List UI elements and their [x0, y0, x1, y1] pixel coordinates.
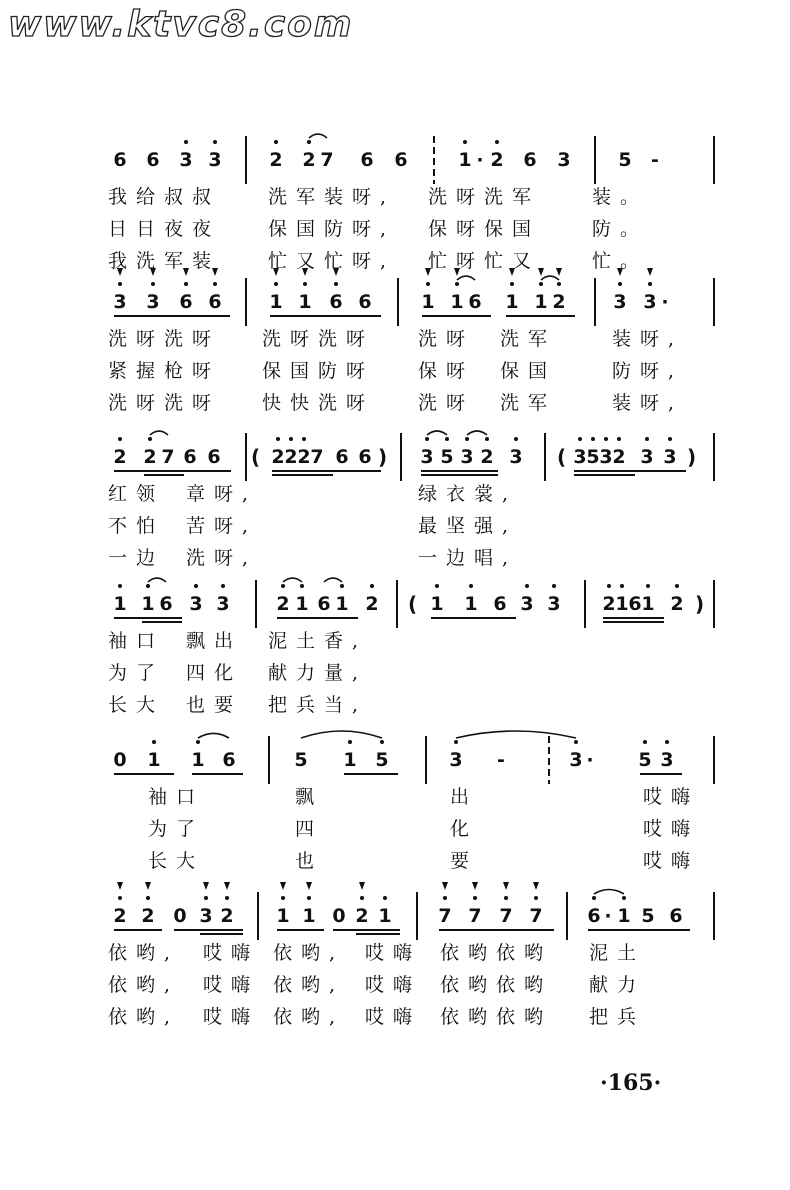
lyric-text: 一边 — [108, 547, 165, 569]
lyric-text: 洗呀洗呀 — [108, 328, 221, 350]
note: 1 — [464, 593, 478, 615]
note: 1 — [276, 905, 290, 927]
note: 3 — [557, 149, 571, 171]
slur — [148, 578, 166, 582]
note: 3 — [199, 905, 213, 927]
watermark: www.ktvc8.com — [8, 4, 354, 45]
note: 7 — [161, 446, 175, 468]
dash-extension: - — [497, 749, 505, 771]
slur — [309, 134, 327, 138]
lyric-text: 依哟, — [273, 942, 345, 964]
lyric-text: 依哟, — [108, 1006, 180, 1028]
augmentation-dot: · — [586, 749, 594, 771]
note: 2 — [602, 593, 616, 615]
note: 6 — [146, 149, 160, 171]
lyric-text: 洗呀洗呀 — [262, 328, 375, 350]
note: 2 — [113, 905, 127, 927]
note: 3 — [573, 446, 587, 468]
note: 5 — [618, 149, 632, 171]
lyric-text: 出 — [450, 786, 479, 808]
note: 3 — [449, 749, 463, 771]
note: 5 — [294, 749, 308, 771]
note: 1 — [421, 291, 435, 313]
lyric-text: 最坚强, — [418, 515, 518, 537]
lyric-text: 忙又忙呀, — [268, 250, 396, 272]
note: 2 — [220, 905, 234, 927]
lyric-text: 依哟, — [108, 974, 180, 996]
lyric-text: 哎嗨 — [643, 818, 700, 840]
note: 3 — [460, 446, 474, 468]
note: 3 — [660, 749, 674, 771]
note: 7 — [499, 905, 513, 927]
note: 2 — [552, 291, 566, 313]
lyric-text: 日日夜夜 — [108, 218, 221, 240]
slur — [427, 431, 447, 435]
note: 2 — [297, 446, 311, 468]
note: 3 — [547, 593, 561, 615]
slur — [283, 578, 302, 582]
note: 6 — [179, 291, 193, 313]
lyric-text: 不怕 — [108, 515, 165, 537]
augmentation-dot: · — [476, 149, 484, 171]
note: 2 — [490, 149, 504, 171]
note: 2 — [302, 149, 316, 171]
note: 5 — [440, 446, 454, 468]
note: 3 — [179, 149, 193, 171]
lyric-text: 我给叔叔 — [108, 186, 221, 208]
note: 6 — [222, 749, 236, 771]
note: 7 — [438, 905, 452, 927]
bracket: ( — [557, 445, 567, 469]
slur — [301, 731, 382, 738]
note: 0 — [113, 749, 127, 771]
note: 1 — [617, 905, 631, 927]
note: 7 — [468, 905, 482, 927]
note: 6 — [208, 291, 222, 313]
note: 7 — [320, 149, 334, 171]
note: 2 — [269, 149, 283, 171]
note: 6 — [394, 149, 408, 171]
lyric-text: 四化 — [186, 662, 243, 684]
lyric-text: 献力 — [589, 974, 646, 996]
lyric-text: 忙。 — [592, 250, 649, 272]
lyric-text: 袖口 — [148, 786, 205, 808]
lyric-text: 装呀, — [612, 392, 684, 414]
note: 1 — [147, 749, 161, 771]
lyric-text: 哎嗨 — [203, 974, 260, 996]
lyric-text: 也 — [295, 850, 324, 872]
bracket: ( — [251, 445, 261, 469]
lyric-text: 防呀, — [612, 360, 684, 382]
note: 6 — [207, 446, 221, 468]
note: 1 — [450, 291, 464, 313]
lyric-text: 为了 — [108, 662, 165, 684]
note: 1 — [113, 593, 127, 615]
slur — [456, 731, 576, 738]
lyric-text: 哎嗨 — [365, 942, 422, 964]
note: 1 — [458, 149, 472, 171]
lyric-text: 防。 — [592, 218, 649, 240]
note: 1 — [534, 291, 548, 313]
lyric-text: 献力量, — [268, 662, 368, 684]
note: 2 — [284, 446, 298, 468]
augmentation-dot: · — [604, 905, 612, 927]
slur — [467, 431, 487, 435]
lyric-text: 哎嗨 — [643, 786, 700, 808]
note: 3 — [569, 749, 583, 771]
lyric-text: 紧握枪呀 — [108, 360, 221, 382]
note: 3 — [613, 291, 627, 313]
bracket: ) — [687, 445, 697, 469]
note: 6 — [317, 593, 331, 615]
bracket: ) — [695, 592, 705, 616]
note: 5 — [638, 749, 652, 771]
lyric-text: 哎嗨 — [365, 1006, 422, 1028]
note: 3 — [216, 593, 230, 615]
augmentation-dot: · — [661, 291, 669, 313]
lyric-text: 保国防呀, — [268, 218, 396, 240]
bracket: ( — [408, 592, 418, 616]
lyric-text: 章呀, — [186, 483, 258, 505]
note: 2 — [612, 446, 626, 468]
lyric-text: 保国 — [500, 360, 557, 382]
lyric-text: 洗呀洗军 — [428, 186, 541, 208]
dash-extension: - — [651, 149, 659, 171]
note: 5 — [641, 905, 655, 927]
note: 1 — [295, 593, 309, 615]
note: 6 — [183, 446, 197, 468]
note: 2 — [113, 446, 127, 468]
note: 6 — [329, 291, 343, 313]
note: 1 — [378, 905, 392, 927]
note: 0 — [332, 905, 346, 927]
lyric-text: 依哟, — [273, 974, 345, 996]
note: 6 — [587, 905, 601, 927]
note: 3 — [509, 446, 523, 468]
slur — [457, 276, 475, 280]
note: 6 — [360, 149, 374, 171]
lyric-text: 把兵当, — [268, 694, 368, 716]
note: 3 — [640, 446, 654, 468]
note: 5 — [375, 749, 389, 771]
lyric-text: 哎嗨 — [203, 1006, 260, 1028]
note: 6 — [468, 291, 482, 313]
note: 5 — [586, 446, 600, 468]
note: 7 — [310, 446, 324, 468]
lyric-text: 哎嗨 — [643, 850, 700, 872]
lyric-text: 依哟, — [108, 942, 180, 964]
lyric-text: 化 — [450, 818, 479, 840]
lyric-text: 泥土香, — [268, 630, 368, 652]
note: 3 — [208, 149, 222, 171]
lyric-text: 装。 — [592, 186, 649, 208]
note: 7 — [529, 905, 543, 927]
lyric-text: 保呀保国 — [428, 218, 541, 240]
note: 3 — [643, 291, 657, 313]
lyric-text: 依哟依哟 — [440, 974, 553, 996]
note: 1 — [141, 593, 155, 615]
lyric-text: 洗呀, — [186, 547, 258, 569]
note: 1 — [615, 593, 629, 615]
lyric-text: 保呀 — [418, 360, 475, 382]
lyric-text: 装呀, — [612, 328, 684, 350]
lyric-text: 飘 — [295, 786, 324, 808]
note: 1 — [298, 291, 312, 313]
note: 2 — [355, 905, 369, 927]
note: 1 — [430, 593, 444, 615]
lyric-text: 长大 — [108, 694, 165, 716]
lyric-text: 忙呀忙又 — [428, 250, 541, 272]
note: 3 — [663, 446, 677, 468]
lyric-text: 一边唱, — [418, 547, 518, 569]
lyric-text: 洗呀 — [418, 328, 475, 350]
note: 6 — [335, 446, 349, 468]
page-number: ·165· — [600, 1070, 662, 1096]
note: 3 — [420, 446, 434, 468]
note: 3 — [189, 593, 203, 615]
note: 1 — [302, 905, 316, 927]
lyric-text: 飘出 — [186, 630, 243, 652]
lyric-text: 快快洗呀 — [262, 392, 375, 414]
lyric-text: 长大 — [148, 850, 205, 872]
lyric-text: 洗呀 — [418, 392, 475, 414]
note: 1 — [335, 593, 349, 615]
note: 6 — [358, 446, 372, 468]
lyric-text: 洗呀洗呀 — [108, 392, 221, 414]
lyric-text: 洗军 — [500, 392, 557, 414]
note: 3 — [599, 446, 613, 468]
note: 3 — [146, 291, 160, 313]
lyric-text: 我洗军装 — [108, 250, 221, 272]
lyric-text: 哎嗨 — [203, 942, 260, 964]
lyric-text: 苦呀, — [186, 515, 258, 537]
lyric-text: 为了 — [148, 818, 205, 840]
note: 6 — [669, 905, 683, 927]
note: 1 — [191, 749, 205, 771]
note: 3 — [520, 593, 534, 615]
note: 1 — [641, 593, 655, 615]
lyric-text: 依哟, — [273, 1006, 345, 1028]
lyric-text: 泥土 — [589, 942, 646, 964]
note: 1 — [505, 291, 519, 313]
note: 6 — [358, 291, 372, 313]
note: 2 — [141, 905, 155, 927]
note: 6 — [493, 593, 507, 615]
lyric-text: 袖口 — [108, 630, 165, 652]
note: 6 — [159, 593, 173, 615]
lyric-text: 也要 — [186, 694, 243, 716]
lyric-text: 四 — [295, 818, 324, 840]
slur — [198, 733, 229, 738]
note: 3 — [113, 291, 127, 313]
note: 2 — [480, 446, 494, 468]
lyric-text: 哎嗨 — [365, 974, 422, 996]
slur — [150, 431, 168, 435]
bracket: ) — [378, 445, 388, 469]
lyric-text: 依哟依哟 — [440, 1006, 553, 1028]
lyric-text: 要 — [450, 850, 479, 872]
lyric-text: 把兵 — [589, 1006, 646, 1028]
note: 2 — [365, 593, 379, 615]
note: 2 — [670, 593, 684, 615]
note: 2 — [143, 446, 157, 468]
note: 1 — [269, 291, 283, 313]
slur — [324, 578, 342, 582]
slur — [541, 276, 559, 280]
note: 0 — [173, 905, 187, 927]
lyric-text: 洗军装呀, — [268, 186, 396, 208]
slur — [594, 890, 624, 895]
lyric-text: 依哟依哟 — [440, 942, 553, 964]
lyric-text: 洗军 — [500, 328, 557, 350]
note: 6 — [523, 149, 537, 171]
note: 2 — [271, 446, 285, 468]
lyric-text: 绿衣裳, — [418, 483, 518, 505]
lyric-text: 保国防呀 — [262, 360, 375, 382]
note: 6 — [113, 149, 127, 171]
note: 1 — [343, 749, 357, 771]
note: 6 — [628, 593, 642, 615]
note: 2 — [276, 593, 290, 615]
lyric-text: 红领 — [108, 483, 165, 505]
